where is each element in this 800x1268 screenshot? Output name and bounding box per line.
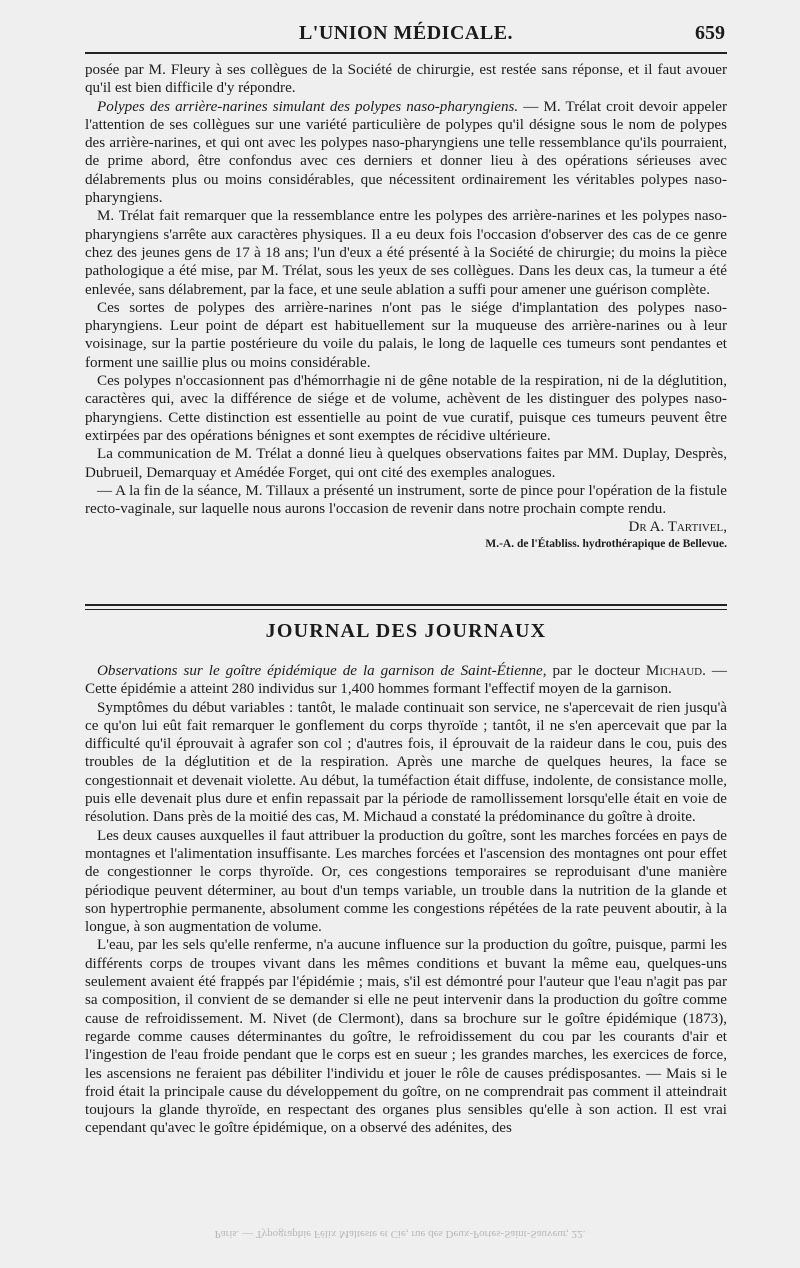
- running-title: L'UNION MÉDICALE.: [298, 22, 514, 44]
- section-title: JOURNAL DES JOURNAUX: [265, 620, 547, 642]
- goitre-heading: Observations sur le goître épidémique de la garnison de Saint-Étienne,: [97, 663, 547, 679]
- page-number: 659: [695, 22, 725, 44]
- article-goitre: [85, 662, 727, 1138]
- article-paragraph-2: M. Trélat fait remarquer que la ressemblance entre les polypes des arrière-narines et les polypes naso-pharyngiens s'arrête aux caractères physiques. Il a eu deux fois l'occasion d'observer des cas de ce genre chez des jeunes gens de 17 à 18 ans; l'un d'eux a été présenté à la Société de chirurgie; du moins la pièce pathologique a été mise, par M. Trélat, sous les yeux de ses collègues. Dans les deux cas, la tumeur a été enlevée, sans délabrement, par la face, et une seule ablation a suffi pour amener une guérison complète.: [85, 208, 727, 298]
- article-trelat: [85, 61, 727, 552]
- goitre-paragraph-2: Les deux causes auxquelles il faut attribuer la production du goître, sont les marches forcées en pays de montagnes et l'alimentation insuffisante. Les marches forcées et l'ascension des montagnes ont pour effet de congestionner le corps thyroïde. Or, ces congestions temporaires se reproduisant d'une manière périodique peuvent déterminer, au bout d'un temps variable, un trouble dans la nutrition de la glande et son hypertrophie permanente, absolument comme les congestions répétées de la rate peuvent aboutir, à la longue, à son augmentation de volume.: [85, 827, 727, 936]
- author-affiliation: M.-A. de l'Établiss. hydrothérapique de Bellevue.: [485, 537, 727, 550]
- goitre-summary: — Cette épidémie a atteint 280 individus sur 1,400 hommes formant l'effectif moyen de la garnison.: [85, 663, 727, 698]
- article-heading: Polypes des arrière-narines simulant des polypes naso-pharyngiens.: [97, 98, 519, 115]
- article-heading-paragraph: [85, 98, 727, 208]
- goitre-author: Michaud.: [645, 663, 706, 679]
- section-rule-top-thin: [85, 609, 727, 610]
- author-signature: Dr A. Tartivel,: [628, 519, 727, 536]
- article-paragraph-6: — A la fin de la séance, M. Tillaux a présenté un instrument, sorte de pince pour l'opération de la fistule recto-vaginale, sur laquelle nous aurons l'occasion de revenir dans notre prochain compte rendu.: [85, 482, 727, 518]
- article-paragraph-1: — M. Trélat croit devoir appeler l'attention de ses collègues sur une variété particulière de polypes qu'il désigne sous le nom de polypes des arrière-narines, et qui ont avec les polypes naso-pharyngiens une telle ressemblance qu'ils pourraient, de prime abord, être confondus avec ces derniers et donner lieu à des opérations sérieuses avec délabrements plus ou moins considérables, que nécessitent ordinairement les véritables polypes naso-pharyngiens.: [85, 98, 727, 207]
- show-through-printer-line: Paris. — Typographie Félix Malteste et Cie, rue des Deux-Portes-Saint-Sauveur, 22.: [214, 1228, 586, 1240]
- goitre-paragraph-3: L'eau, par les sels qu'elle renferme, n'a aucune influence sur la production du goître, puisque, parmi les différents corps de troupes vivant dans les mêmes conditions et buvant la même eau, quelques-uns seulement avaient été frappés par l'épidémie ; mais, s'il est démontré pour l'auteur que l'eau n'agit pas par sa composition, il convient de se demander si elle ne peut intervenir dans la production du goître comme cause de refroidissement. M. Nivet (de Clermont), dans sa brochure sur le goître épidémique (1873), regarde comme causes déterminantes du goître, le refroidissement du cou par les courants d'air et l'ingestion de l'eau froide pendant que le corps est en sueur ; les grandes marches, les exercices de force, les ascensions ne feraient pas débiliter l'individu et jouer le rôle de causes prédisposantes. — Mais si le froid était la principale cause du développement du goître, on ne comprendrait pas comment il atteindrait toujours la glande thyroïde, en respectant des organes plus sensibles qu'elle à son action. Il est vrai cependant qu'avec le goître épidémique, on a observé des adénites, des: [85, 937, 727, 1137]
- goitre-heading-paragraph: [85, 662, 727, 699]
- goitre-heading-text: par le docteur: [546, 663, 646, 679]
- page-header: [85, 16, 727, 50]
- section-rule-top: [85, 604, 727, 606]
- goitre-paragraph-1: Symptômes du début variables : tantôt, le malade continuait son service, ne s'apercevait de rien jusqu'à ce qu'on lui eût fait remarquer le gonflement du corps thyroïde ; tantôt, il ne s'en apercevait que par la difficulté qu'il éprouvait à agrafer son col ; d'autres fois, il éprouvait de la raideur dans le cou, puis des troubles de la déglutition et de la respiration. Après une marche de quelques heures, la face se congestionnait et devenait violette. Au début, la tuméfaction était diffuse, indolente, de consistance molle, puis elle devenait plus dure et enfin repassait par la période de ramollissement lorsqu'elle était en voie de résolution. Dans près de la moitié des cas, M. Michaud a constaté la prédominance du goître à droite.: [85, 699, 727, 826]
- header-rule: [85, 52, 727, 54]
- article-paragraph-4: Ces polypes n'occasionnent pas d'hémorrhagie ni de gêne notable de la respiration, ni de la déglutition, caractères qui, avec la différence de siége et de volume, achèvent de les distinguer des polypes naso-pharyngiens. Cette distinction est essentielle au point de vue curatif, puisque ces tumeurs peuvent être extirpées par des opérations bénignes et sont exemptes de récidive ultérieure.: [85, 373, 727, 444]
- article-paragraph-5: La communication de M. Trélat a donné lieu à quelques observations faites par MM. Duplay, Desprès, Dubrueil, Demarquay et Amédée Forget, qui ont cité des exemples analogues.: [85, 446, 727, 481]
- article-intro-paragraph: posée par M. Fleury à ses collègues de la Société de chirurgie, est restée sans réponse, et il faut avouer qu'il est bien difficile d'y répondre.: [85, 62, 727, 97]
- article-paragraph-3: Ces sortes de polypes des arrière-narines n'ont pas le siége d'implantation des polypes naso-pharyngiens. Leur point de départ est habituellement sur la muqueuse des arrière-narines ou à leur voisinage, sur la partie postérieure du voile du palais, le long de laquelle ces tumeurs sont pendantes et forment une saillie plus ou moins considérable.: [85, 299, 727, 371]
